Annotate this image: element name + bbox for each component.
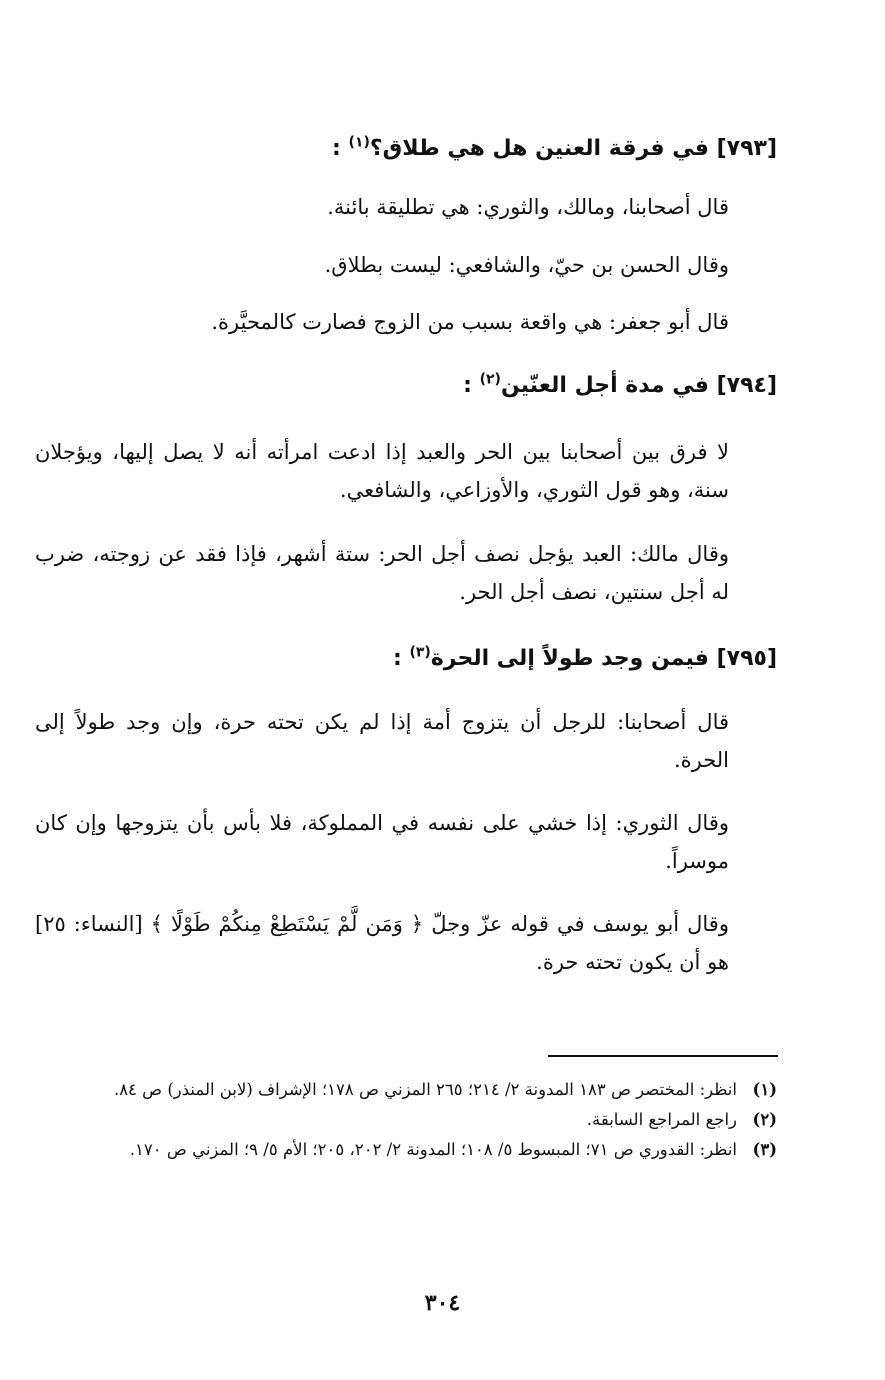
paragraph: وقال مالك: العبد يؤجل نصف أجل الحر: ستة أشهر، فإذا فقد عن زوجته، ضرب له أجل سنتين، نصف أجل الحر.: [35, 542, 729, 604]
section-title: في فرقة العنين هل هي طلاق؟: [369, 136, 709, 161]
footnotes: [40, 1075, 777, 1165]
footnote-number: (٢): [752, 1110, 777, 1129]
footnote-ref: (٢): [479, 371, 501, 388]
section-number: [٧٩٥]: [716, 646, 777, 671]
footnote-ref: (١): [348, 134, 370, 151]
paragraph: وقال أبو يوسف في قوله عزّ وجلّ ﴿ وَمَن لَّمْ يَسْتَطِعْ مِنكُمْ طَوْلًا ﴾ [النساء: ٢٥] هو أن يكون تحته حرة.: [35, 912, 729, 974]
section-heading-793: [120, 130, 777, 168]
heading-colon: :: [332, 136, 341, 161]
paragraph: قال أصحابنا، ومالك، والثوري: هي تطليقة بائنة.: [327, 195, 729, 219]
heading-colon: :: [392, 646, 402, 671]
section-number: [٧٩٤]: [716, 373, 777, 398]
section-title: في مدة أجل العنّين: [500, 373, 709, 398]
footnote-separator: [548, 1055, 778, 1057]
section-heading-794: [120, 367, 777, 405]
footnote: [40, 1135, 777, 1165]
footnote-ref: (٣): [409, 644, 431, 661]
paragraph: قال أبو جعفر: هي واقعة بسبب من الزوج فصارت كالمحيَّرة.: [211, 310, 729, 334]
footnote: [40, 1105, 777, 1135]
section-number: [٧٩٣]: [716, 136, 777, 161]
section-title: فيمن وجد طولاً إلى الحرة: [430, 646, 709, 671]
page-number: ٣٠٤: [424, 1290, 461, 1316]
heading-colon: :: [463, 373, 472, 398]
paragraph: لا فرق بين أصحابنا بين الحر والعبد إذا ادعت امرأته أنه لا يصل إليها، ويؤجلان سنة، وهو قول الثوري، والأوزاعي، والشافعي.: [35, 440, 729, 502]
paragraph: وقال الثوري: إذا خشي على نفسه في المملوكة، فلا بأس بأن يتزوجها وإن كان موسراً.: [35, 811, 729, 873]
section-heading-795: [120, 640, 777, 678]
footnote-text: انظر: المختصر ص ١٨٣ المدونة ٢/ ٢١٤؛ ٢٦٥ المزني ص ١٧٨؛ الإشراف (لابن المنذر) ص ٨٤.: [113, 1080, 737, 1099]
footnote-number: (٣): [752, 1140, 777, 1159]
footnote-text: انظر: القدوري ص ٧١؛ المبسوط ٥/ ١٠٨؛ المدونة ٢/ ٢٠٢، ٢٠٥؛ الأم ٥/ ٩؛ المزني ص ١٧٠.: [129, 1140, 737, 1159]
footnote-number: (١): [752, 1080, 777, 1099]
footnote: [40, 1075, 777, 1105]
paragraph: قال أصحابنا: للرجل أن يتزوج أمة إذا لم يكن تحته حرة، وإن وجد طولاً إلى الحرة.: [35, 710, 729, 772]
footnote-text: راجع المراجع السابقة.: [586, 1110, 737, 1129]
paragraph: وقال الحسن بن حيّ، والشافعي: ليست بطلاق.: [324, 253, 729, 277]
